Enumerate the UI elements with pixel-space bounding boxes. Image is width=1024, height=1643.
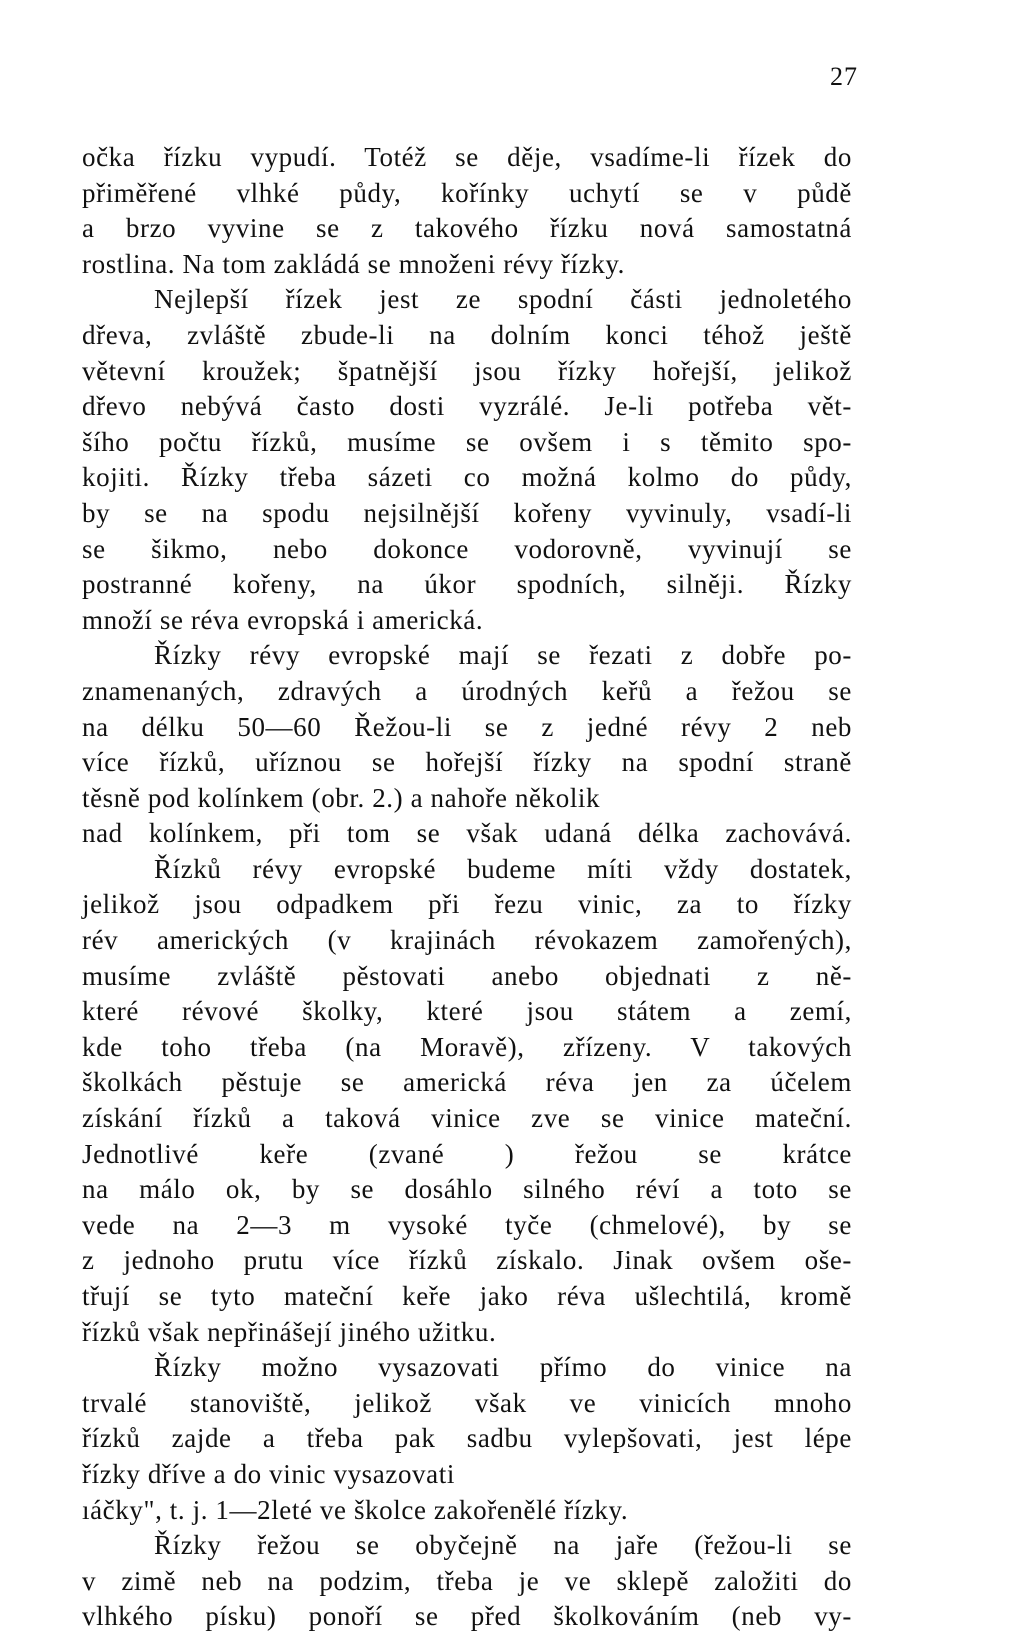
- text-line: které révové školky, které jsou státem a zemí,: [82, 996, 852, 1027]
- text-line: z jednoho prutu více řízků získalo. Jinak ovšem oše-: [82, 1245, 852, 1276]
- text-line: nad kolínkem, při tom se však udaná délka zachovává.: [82, 818, 852, 849]
- text-line: Řízků révy evropské budeme míti vždy dostatek,: [154, 853, 852, 884]
- text-line: rostlina. Na tom zakládá se množeni révy řízky.: [82, 248, 626, 279]
- text-line: Řízky révy evropské mají se řezati z dobře po-: [154, 640, 852, 671]
- text-line: musíme zvláště pěstovati anebo objednati z ně-: [82, 960, 852, 991]
- text-line: dřevo nebývá často dosti vyzrálé. Je-li potřeba vět-: [82, 391, 852, 422]
- text-line: postranné kořeny, na úkor spodních, silněji. Řízky: [82, 569, 852, 600]
- text-line: větevní kroužek; špatnější jsou řízky hořejší, jelikož: [82, 355, 852, 386]
- text-line: ıáčky", t. j. 1—2leté ve školce zakořenělé řízky.: [82, 1494, 629, 1525]
- text-line: šího počtu řízků, musíme se ovšem i s těmito spo-: [82, 426, 852, 457]
- text-line: na délku 50—60 Řežou-li se z jedné révy 2 neb: [82, 711, 852, 742]
- text-line: řízky dříve a do vinic vysazovati: [82, 1458, 455, 1489]
- text-line: Jednotlivé keře (zvané ) řežou se krátce: [82, 1138, 852, 1169]
- text-line: získání řízků a taková vinice zve se vinice mateční.: [82, 1103, 852, 1134]
- text-line: řízků zajde a třeba pak sadbu vylepšovati, jest lépe: [82, 1423, 852, 1454]
- text-line: kojiti. Řízky třeba sázeti co možná kolmo do půdy,: [82, 462, 852, 493]
- text-line: rév amerických (v krajinách révokazem zamořených),: [82, 925, 852, 956]
- text-line: vlhkého písku) ponoří se před školkováním (neb vy-: [82, 1601, 852, 1632]
- text-line: přiměřené vlhké půdy, kořínky uchytí se v půdě: [82, 177, 852, 208]
- text-line: více řízků, uříznou se hořejší řízky na spodní straně: [82, 747, 852, 778]
- body-text: [82, 140, 852, 1635]
- text-line: kde toho třeba (na Moravě), zřízeny. V takových: [82, 1031, 852, 1062]
- text-line: těsně pod kolínkem (obr. 2.) a nahoře několik: [82, 782, 601, 813]
- text-line: školkách pěstuje se americká réva jen za účelem: [82, 1067, 852, 1098]
- text-line: na málo ok, by se dosáhlo silného réví a toto se: [82, 1174, 852, 1205]
- text-line: vede na 2—3 m vysoké tyče (chmelové), by se: [82, 1209, 852, 1240]
- text-line: se šikmo, nebo dokonce vodorovně, vyvinují se: [82, 533, 852, 564]
- text-line: v zimě neb na podzim, třeba je ve sklepě založiti do: [82, 1565, 852, 1596]
- text-line: dřeva, zvláště zbude-li na dolním konci téhož ještě: [82, 319, 852, 350]
- text-line: Řízky možno vysazovati přímo do vinice na: [154, 1352, 852, 1383]
- text-line: množí se réva evropská i americká.: [82, 604, 484, 635]
- text-line: trvalé stanoviště, jelikož však ve vinicích mnoho: [82, 1387, 852, 1418]
- text-line: očka řízku vypudí. Totéž se děje, vsadíme-li řízek do: [82, 142, 852, 172]
- text-line: by se na spodu nejsilnější kořeny vyvinuly, vsadí-li: [82, 497, 852, 528]
- text-line: jelikož jsou odpadkem při řezu vinic, za to řízky: [82, 889, 852, 920]
- text-line: řízků však nepřinášejí jiného užitku.: [82, 1316, 497, 1347]
- text-line: Řízky řežou se obyčejně na jaře (řežou-li se: [154, 1530, 852, 1561]
- page-number: 27: [830, 62, 858, 91]
- text-line: znamenaných, zdravých a úrodných keřů a řežou se: [82, 675, 852, 706]
- text-line: Nejlepší řízek jest ze spodní části jednoletého: [154, 284, 852, 315]
- text-line: a brzo vyvine se z takového řízku nová samostatná: [82, 213, 852, 244]
- text-line: třují se tyto mateční keře jako réva ušlechtilá, kromě: [82, 1281, 852, 1311]
